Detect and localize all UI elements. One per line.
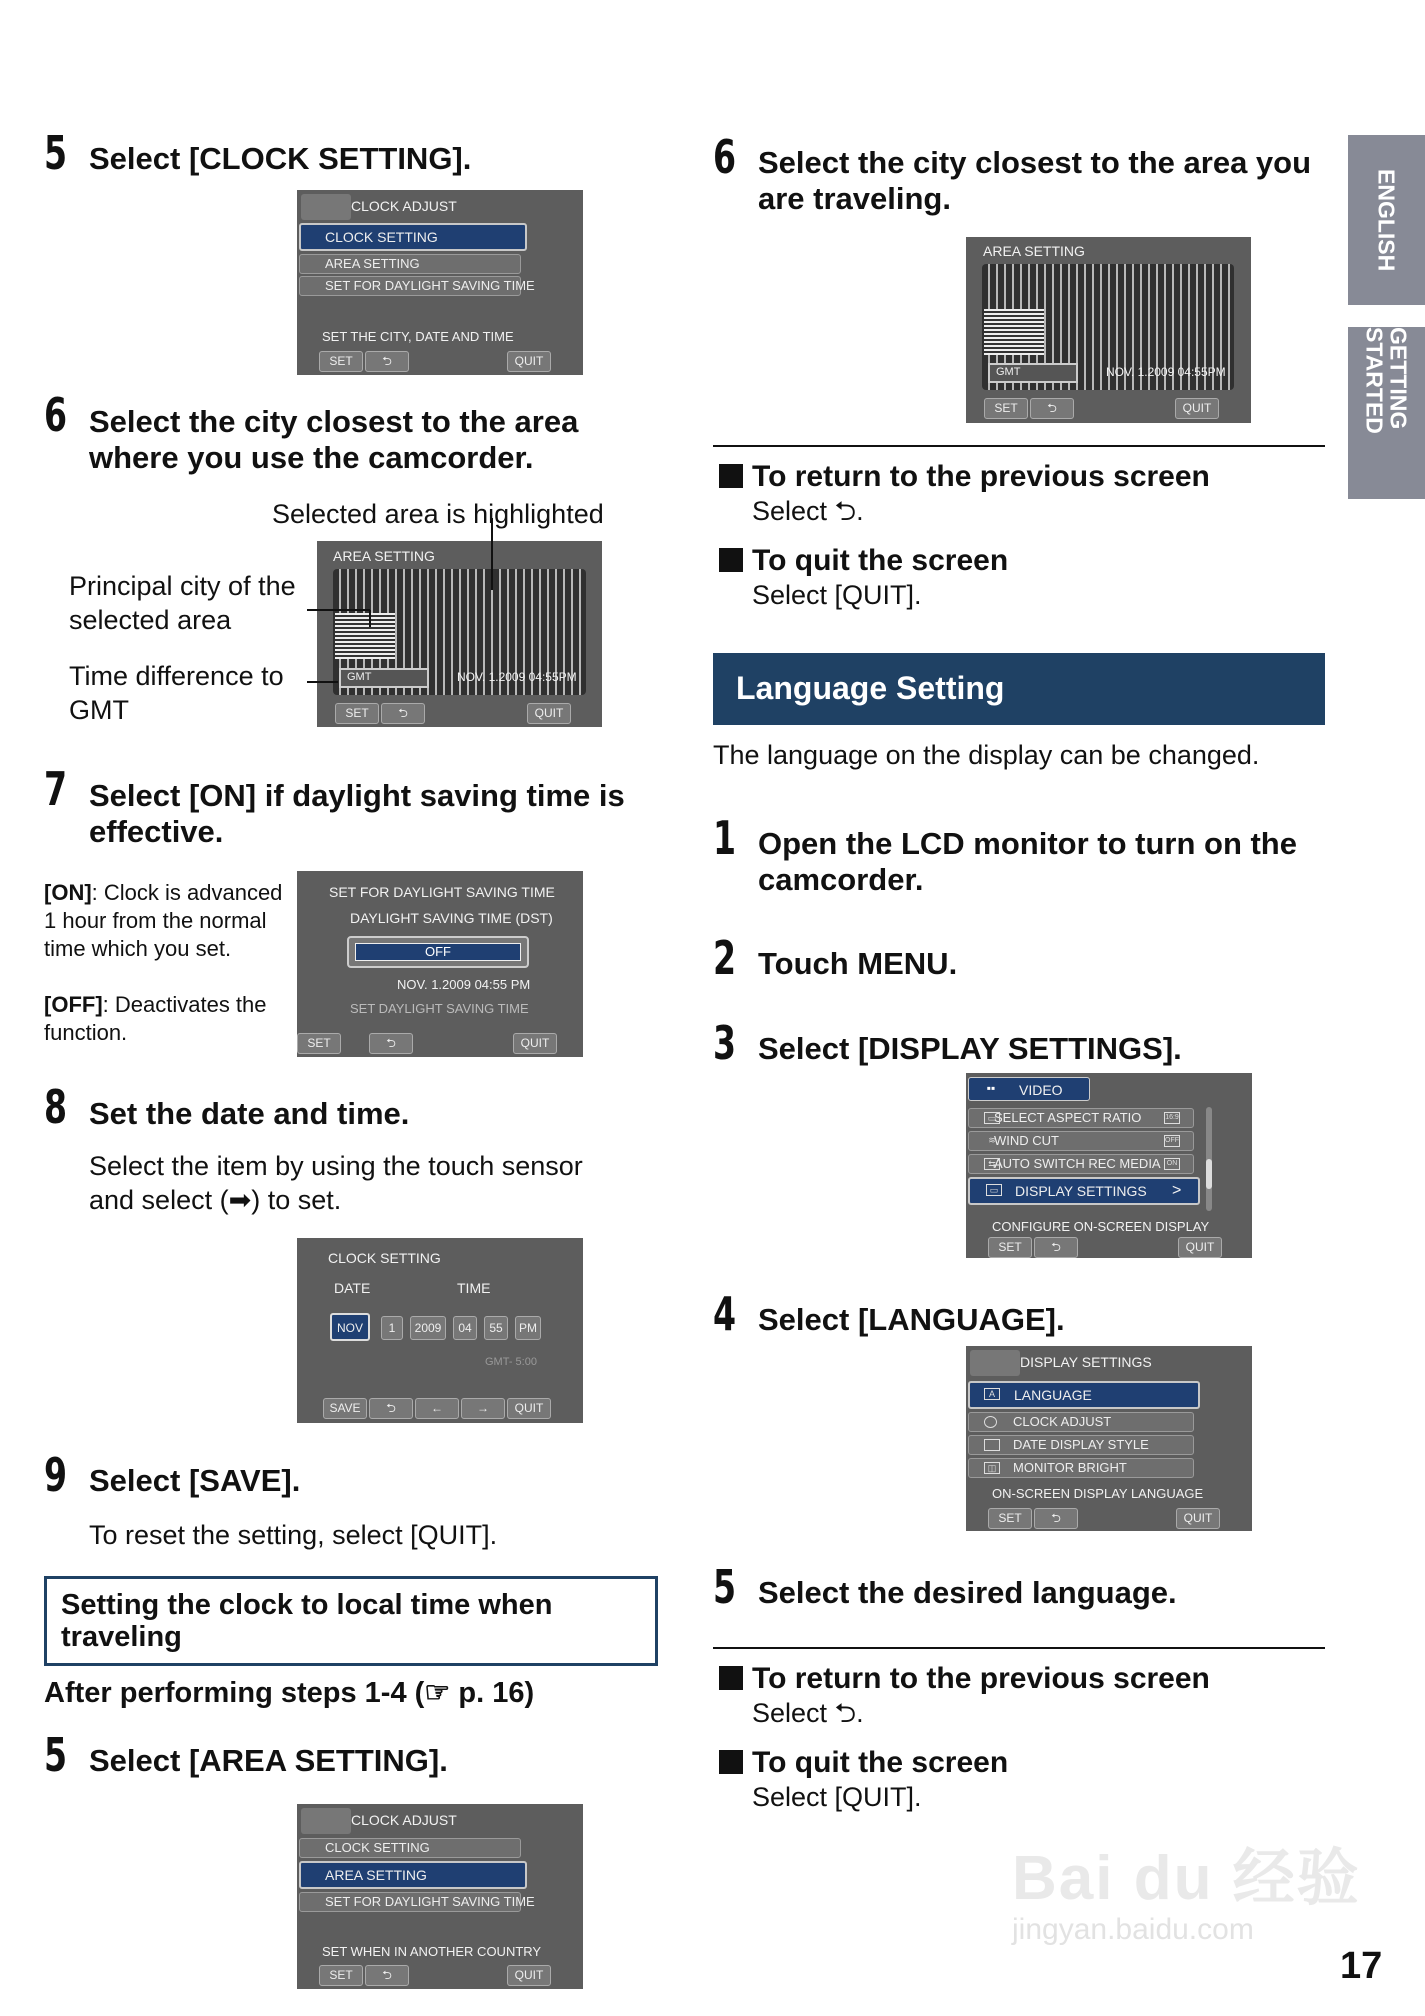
lcd-screen-dst bbox=[297, 871, 583, 1057]
screen-title: AREA SETTING bbox=[333, 548, 435, 564]
step-title: Select the city closest to the area you bbox=[758, 145, 1312, 180]
step-number: 6 bbox=[44, 388, 68, 442]
step-title: Touch MENU. bbox=[758, 946, 958, 981]
step-title: Set the date and time. bbox=[89, 1096, 410, 1131]
lcd-screen-clock-setting bbox=[297, 1238, 583, 1423]
tab-english[interactable]: ENGLISH bbox=[1348, 135, 1425, 305]
chevron-right-icon: > bbox=[1172, 1182, 1182, 1199]
menu-item[interactable]: CLOCK ADJUST bbox=[968, 1412, 1194, 1432]
ampm-field[interactable]: PM bbox=[515, 1316, 541, 1340]
step-body: Select the item by using the touch sensor bbox=[89, 1151, 583, 1181]
menu-item[interactable]: AREA SETTING bbox=[299, 1861, 527, 1889]
step-title: Select [LANGUAGE]. bbox=[758, 1302, 1065, 1337]
off-description bbox=[44, 991, 267, 1019]
aspect-ratio-icon: ▭ bbox=[984, 1112, 1000, 1124]
quit-button[interactable]: QUIT bbox=[507, 1398, 551, 1419]
callout-selected-area: Selected area is highlighted bbox=[272, 499, 604, 529]
on-description: time which you set. bbox=[44, 936, 232, 961]
bullet-square bbox=[719, 1666, 743, 1690]
screen-title: VIDEO bbox=[1019, 1082, 1063, 1098]
quit-button[interactable]: QUIT bbox=[1178, 1237, 1222, 1258]
dst-value: OFF bbox=[355, 943, 521, 961]
step-number: 5 bbox=[713, 1560, 737, 1614]
page-reference-link[interactable]: (☞ p. 16) bbox=[406, 1677, 535, 1709]
step-title: Select [CLOCK SETTING]. bbox=[89, 141, 472, 176]
tab-getting-started[interactable]: GETTING STARTED bbox=[1348, 327, 1425, 499]
on-description: 1 hour from the normal bbox=[44, 908, 267, 933]
set-button[interactable]: SET bbox=[319, 351, 363, 372]
back-button[interactable]: ⮌ bbox=[369, 1398, 413, 1419]
step-title: Select [ON] if daylight saving time is bbox=[89, 778, 625, 813]
quit-button[interactable]: QUIT bbox=[507, 351, 551, 372]
back-button[interactable]: ⮌ bbox=[365, 351, 409, 372]
set-button[interactable]: SET bbox=[335, 703, 379, 724]
screen-title: DISPLAY SETTINGS bbox=[1020, 1354, 1152, 1370]
brightness-icon: ◫ bbox=[984, 1462, 1000, 1474]
step-title: Open the LCD monitor to turn on the bbox=[758, 826, 1297, 861]
back-button[interactable]: ⮌ bbox=[365, 1965, 409, 1986]
menu-item[interactable]: AUTO SWITCH REC MEDIA bbox=[968, 1154, 1194, 1174]
note-body: Select [QUIT]. bbox=[752, 580, 922, 610]
minute-field[interactable]: 55 bbox=[484, 1316, 508, 1340]
back-button[interactable]: ⮌ bbox=[1030, 398, 1074, 419]
quit-button[interactable]: QUIT bbox=[507, 1965, 551, 1986]
selected-area-highlight bbox=[984, 309, 1044, 355]
video-menu-header bbox=[968, 1077, 1090, 1101]
menu-item[interactable]: CLOCK SETTING bbox=[299, 1838, 521, 1858]
step-body: and select (➡) to set. bbox=[89, 1185, 342, 1215]
step-number: 5 bbox=[44, 1728, 68, 1782]
step-title: Select [SAVE]. bbox=[89, 1463, 301, 1498]
step-title: are traveling. bbox=[758, 181, 951, 216]
quit-button[interactable]: QUIT bbox=[1176, 1508, 1220, 1529]
aspect-169-icon: 16:9 bbox=[1164, 1112, 1180, 1124]
section-intro: The language on the display can be changed. bbox=[713, 740, 1260, 770]
back-button[interactable]: ⮌ bbox=[381, 703, 425, 724]
step-title: effective. bbox=[89, 814, 224, 849]
clock-icon bbox=[984, 1416, 997, 1428]
quit-button[interactable]: QUIT bbox=[527, 703, 571, 724]
date-readout: NOV. 1.2009 04:55 PM bbox=[397, 977, 531, 992]
display-settings-icon: ▭ bbox=[986, 1184, 1002, 1196]
section-banner-title: Language Setting bbox=[736, 670, 1005, 706]
screen-title: CLOCK ADJUST bbox=[351, 198, 457, 214]
off-description: function. bbox=[44, 1020, 128, 1045]
step-number: 2 bbox=[713, 931, 737, 985]
screen-title: CLOCK ADJUST bbox=[351, 1812, 457, 1828]
step-number: 6 bbox=[713, 130, 737, 184]
off-text: : Deactivates the bbox=[102, 992, 267, 1017]
left-arrow-button[interactable]: ← bbox=[415, 1398, 459, 1419]
off-label: [OFF] bbox=[44, 992, 103, 1017]
screen-hint: SET WHEN IN ANOTHER COUNTRY bbox=[322, 1944, 542, 1959]
quit-button[interactable]: QUIT bbox=[513, 1033, 557, 1054]
step-number: 9 bbox=[44, 1448, 68, 1502]
screen-title: AREA SETTING bbox=[983, 243, 1085, 259]
set-button[interactable]: SET bbox=[297, 1033, 341, 1054]
after-steps-note bbox=[44, 1675, 534, 1711]
page-number: 17 bbox=[1340, 1945, 1383, 1987]
menu-item[interactable]: DATE DISPLAY STYLE bbox=[968, 1435, 1194, 1455]
back-button[interactable]: ⮌ bbox=[1034, 1237, 1078, 1258]
month-field[interactable]: NOV bbox=[330, 1313, 370, 1341]
divider bbox=[713, 445, 1325, 447]
wind-icon: ≋ bbox=[988, 1135, 996, 1145]
set-button[interactable]: SET bbox=[984, 398, 1028, 419]
on-description bbox=[44, 879, 282, 907]
video-camera-icon: ▪▪ bbox=[986, 1081, 996, 1095]
step-number: 7 bbox=[44, 762, 68, 816]
date-readout: NOV. 1.2009 04:55PM bbox=[1106, 365, 1226, 379]
set-button[interactable]: SET bbox=[988, 1237, 1032, 1258]
scrollbar-thumb[interactable] bbox=[1206, 1159, 1212, 1189]
lcd-screen-area-setting bbox=[966, 237, 1251, 423]
menu-item[interactable]: SELECT ASPECT RATIO bbox=[968, 1108, 1194, 1128]
bullet-square bbox=[719, 548, 743, 572]
step-number: 5 bbox=[44, 126, 68, 180]
menu-item[interactable]: MONITOR BRIGHT bbox=[968, 1458, 1194, 1478]
after-text: After performing steps bbox=[44, 1677, 365, 1709]
note-heading: To quit the screen bbox=[752, 544, 1009, 577]
step-title: Select the desired language. bbox=[758, 1575, 1177, 1610]
section-banner bbox=[713, 653, 1325, 725]
gmt-offset: GMT bbox=[988, 363, 1078, 383]
clock-adjust-icon bbox=[301, 1808, 351, 1834]
menu-item[interactable]: SET FOR DAYLIGHT SAVING TIME bbox=[299, 276, 521, 296]
lcd-screen-clock-adjust bbox=[297, 1804, 583, 1989]
menu-item[interactable]: AREA SETTING bbox=[299, 254, 521, 274]
note-body: Select [QUIT]. bbox=[752, 1782, 922, 1812]
display-settings-icon bbox=[970, 1350, 1020, 1376]
screen-hint: SET THE CITY, DATE AND TIME bbox=[322, 329, 514, 344]
callout-principal-city: selected area bbox=[69, 605, 232, 635]
lcd-screen-display-settings bbox=[966, 1346, 1252, 1531]
lcd-screen-video-menu bbox=[966, 1073, 1252, 1258]
step-number: 4 bbox=[713, 1287, 737, 1341]
right-arrow-button[interactable]: → bbox=[461, 1398, 505, 1419]
after-steps: 1-4 bbox=[364, 1677, 407, 1709]
bullet-square bbox=[719, 1750, 743, 1774]
screen-hint: SET DAYLIGHT SAVING TIME bbox=[350, 1001, 529, 1016]
back-button[interactable]: ⮌ bbox=[369, 1033, 413, 1054]
screen-hint: ON-SCREEN DISPLAY LANGUAGE bbox=[992, 1486, 1204, 1501]
menu-item[interactable]: LANGUAGE bbox=[968, 1381, 1200, 1409]
time-label: TIME bbox=[457, 1280, 491, 1296]
note-heading: To return to the previous screen bbox=[752, 460, 1210, 493]
dst-selector[interactable] bbox=[347, 936, 529, 968]
note-body: Select ⮌. bbox=[752, 1698, 864, 1728]
year-field[interactable]: 2009 bbox=[410, 1316, 446, 1340]
note-heading: To return to the previous screen bbox=[752, 1662, 1210, 1695]
step-number: 1 bbox=[713, 811, 737, 865]
screen-title: SET FOR DAYLIGHT SAVING TIME bbox=[329, 884, 555, 900]
traveling-section-box bbox=[44, 1576, 658, 1666]
calendar-icon bbox=[984, 1439, 1000, 1451]
gmt-offset: GMT bbox=[339, 668, 429, 688]
day-field[interactable]: 1 bbox=[381, 1316, 403, 1340]
menu-item[interactable]: DISPLAY SETTINGS bbox=[968, 1177, 1200, 1205]
note-body: Select ⮌. bbox=[752, 496, 864, 526]
step-title: Select [AREA SETTING]. bbox=[89, 1743, 448, 1778]
off-status-icon: OFF bbox=[1164, 1135, 1180, 1147]
step-title: Select [DISPLAY SETTINGS]. bbox=[758, 1031, 1182, 1066]
on-status-icon: ON bbox=[1164, 1158, 1180, 1170]
gmt-offset: GMT- 5:00 bbox=[485, 1356, 537, 1368]
note-heading: To quit the screen bbox=[752, 1746, 1009, 1779]
section-title: Setting the clock to local time when bbox=[61, 1589, 553, 1621]
hour-field[interactable]: 04 bbox=[453, 1316, 477, 1340]
step-number: 3 bbox=[713, 1016, 737, 1070]
back-button[interactable]: ⮌ bbox=[1034, 1508, 1078, 1529]
set-button[interactable]: SET bbox=[988, 1508, 1032, 1529]
bullet-square bbox=[719, 464, 743, 488]
watermark-url: jingyan.baidu.com bbox=[1012, 1913, 1254, 1946]
screen-title: CLOCK SETTING bbox=[328, 1250, 441, 1266]
step-title: Select the city closest to the area bbox=[89, 404, 579, 439]
language-icon: A bbox=[984, 1388, 1000, 1400]
screen-hint: CONFIGURE ON-SCREEN DISPLAY bbox=[992, 1219, 1210, 1234]
quit-button[interactable]: QUIT bbox=[1175, 398, 1219, 419]
menu-item[interactable]: SET FOR DAYLIGHT SAVING TIME bbox=[299, 1892, 521, 1912]
on-label: [ON] bbox=[44, 880, 92, 905]
menu-item[interactable]: WIND CUT bbox=[968, 1131, 1194, 1151]
callout-time-difference: Time difference to bbox=[69, 661, 284, 691]
watermark-logo: Bai du 经验 bbox=[1012, 1844, 1361, 1913]
callout-principal-city: Principal city of the bbox=[69, 571, 296, 601]
set-button[interactable]: SET bbox=[319, 1965, 363, 1986]
step-title: camcorder. bbox=[758, 862, 924, 897]
date-readout: NOV. 1.2009 04:55PM bbox=[457, 670, 577, 684]
section-title: traveling bbox=[61, 1621, 182, 1653]
screen-subtitle: DAYLIGHT SAVING TIME (DST) bbox=[350, 910, 553, 926]
media-switch-icon: ⇆ bbox=[984, 1158, 1000, 1170]
menu-item[interactable]: CLOCK SETTING bbox=[299, 223, 527, 251]
divider bbox=[713, 1647, 1325, 1649]
on-text: : Clock is advanced bbox=[91, 880, 283, 905]
save-button[interactable]: SAVE bbox=[323, 1398, 367, 1419]
callout-time-difference: GMT bbox=[69, 695, 129, 725]
step-title: where you use the camcorder. bbox=[89, 440, 534, 475]
step-number: 8 bbox=[44, 1080, 68, 1134]
step-body: To reset the setting, select [QUIT]. bbox=[89, 1520, 498, 1550]
date-label: DATE bbox=[334, 1280, 371, 1296]
